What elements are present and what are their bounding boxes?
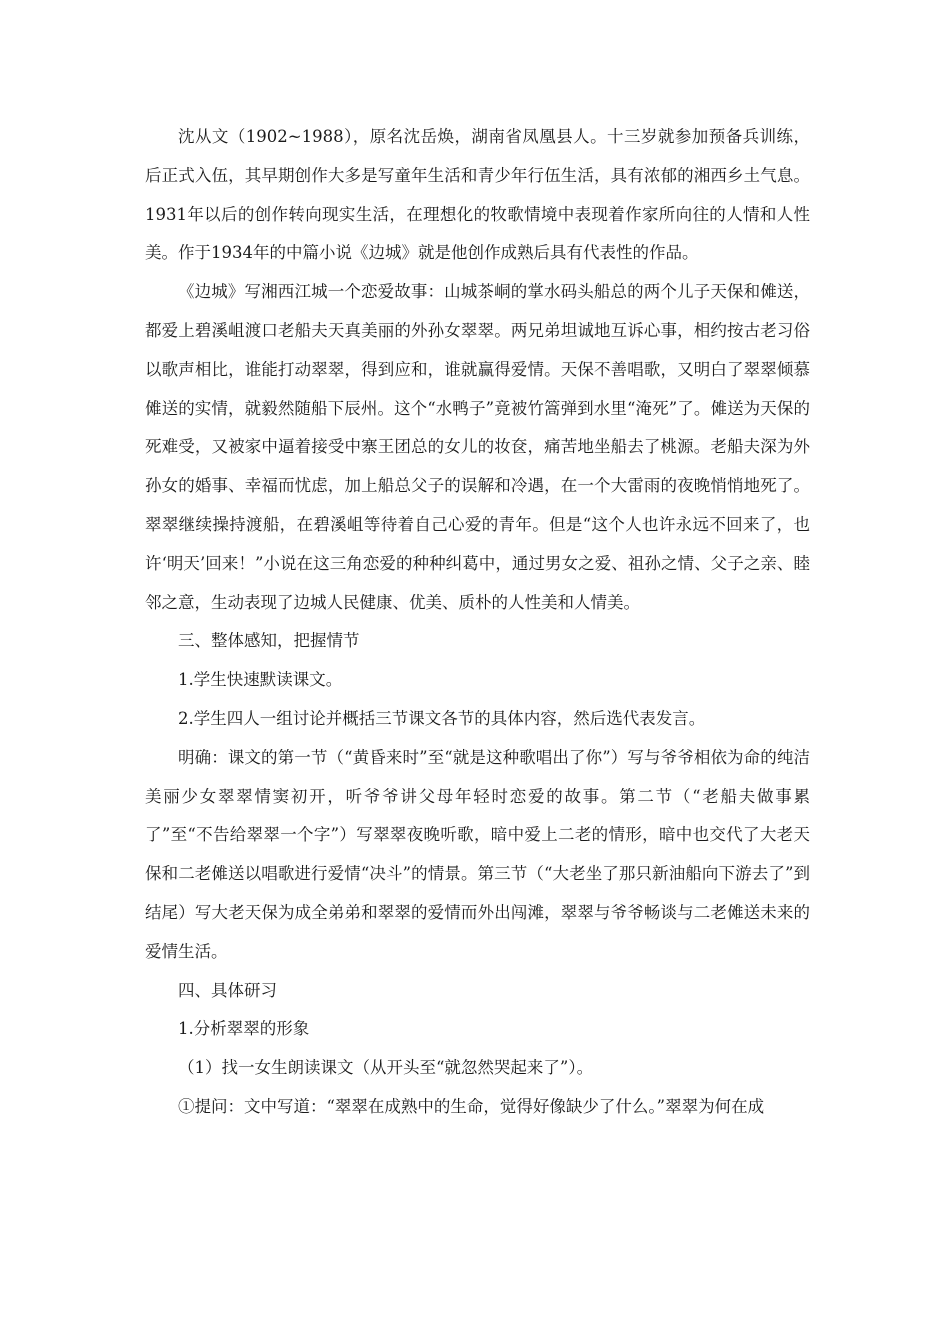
document-body <box>145 118 810 1127</box>
paragraph-clarification: 明确：课文的第一节（“黄昏来时”至“就是这种歌唱出了你”）写与爷爷相依为命的纯洁美丽少女翠翠情窦初开，听爷爷讲父母年轻时恋爱的故事。第二节（“老船夫做事累了”至“不告给翠翠一个字”）写翠翠夜晚听歌，暗中爱上二老的情形，暗中也交代了大老天保和二老傩送以唱歌进行爱情“决斗”的情景。第三节（“大老坐了那只新油船向下游去了”到结尾）写大老天保为成全弟弟和翠翠的爱情而外出闯滩，翠翠与爷爷畅谈与二老傩送未来的爱情生活。 <box>145 747 810 961</box>
paragraph-story-summary: 《边城》写湘西江城一个恋爱故事：山城茶峒的掌水码头船总的两个儿子天保和傩送，都爱上碧溪岨渡口老船夫天真美丽的外孙女翠翠。两兄弟坦诚地互诉心事，相约按古老习俗以歌声相比，谁能打动翠翠，得到应和，谁就赢得爱情。天保不善唱歌，又明白了翠翠倾慕傩送的实情，就毅然随船下辰州。这个“水鸭子”竟被竹篙弹到水里“淹死”了。傩送为天保的死难受，又被家中逼着接受中寨王团总的女儿的妆奁，痛苦地坐船去了桃源。老船夫深为外孙女的婚事、幸福而忧虑，加上船总父子的误解和冷遇，在一个大雷雨的夜晚悄悄地死了。翠翠继续操持渡船，在碧溪岨等待着自己心爱的青年。但是“这个人也许永远不回来了，也许‘明天’回来！”小说在这三角恋爱的种种纠葛中，通过男女之爱、祖孙之情、父子之亲、睦邻之意，生动表现了边城人民健康、优美、质朴的人性美和人情美。 <box>145 282 810 612</box>
list-item: 2.学生四人一组讨论并概括三节课文各节的具体内容，然后选代表发言。 <box>178 708 706 728</box>
section-heading-4: 四、具体研习 <box>178 980 277 1000</box>
list-item: （1）找一女生朗读课文（从开头至“就忽然哭起来了”）。 <box>178 1058 594 1078</box>
paragraph-question: ①提问：文中写道：“翠翠在成熟中的生命，觉得好像缺少了什么。”翠翠为何在成 <box>178 1096 765 1116</box>
section-heading-3: 三、整体感知，把握情节 <box>178 631 360 651</box>
list-item: 1.学生快速默读课文。 <box>178 670 343 690</box>
list-item: 1.分析翠翠的形象 <box>178 1019 310 1039</box>
paragraph-author-bio: 沈从文（1902~1988），原名沈岳焕，湖南省凤凰县人。十三岁就参加预备兵训练，后正式入伍，其早期创作大多是写童年生活和青少年行伍生活，具有浓郁的湘西乡土气息。1931年以后的创作转向现实生活，在理想化的牧歌情境中表现着作家所向往的人情和人性美。作于1934年的中篇小说《边城》就是他创作成熟后具有代表性的作品。 <box>145 127 810 263</box>
